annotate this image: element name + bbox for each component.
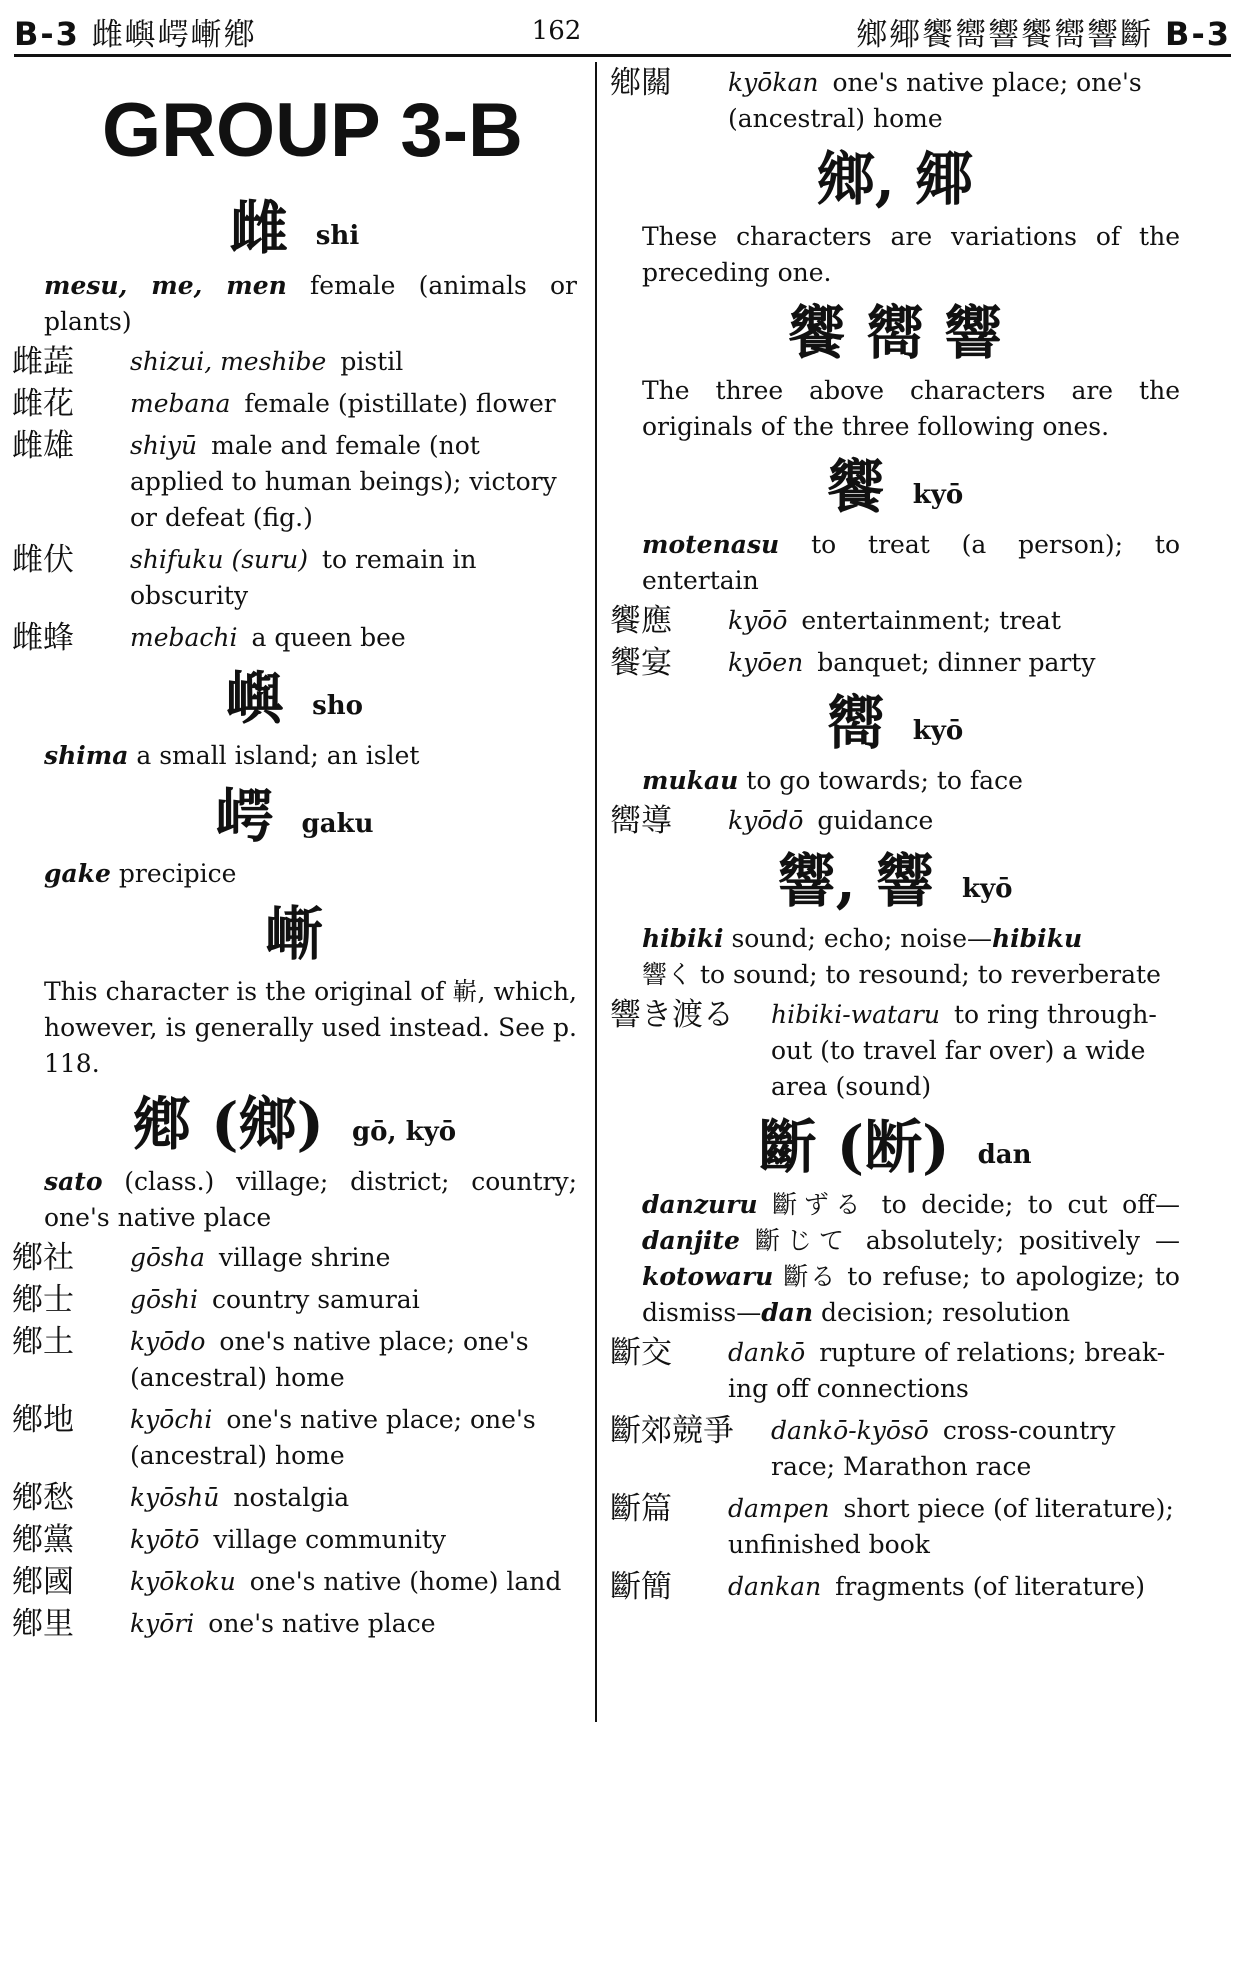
group-title: GROUP 3-B <box>102 88 523 173</box>
compound-romaji: kyōri <box>130 1609 195 1638</box>
page-number: 162 <box>531 16 582 46</box>
headword-char: 嶼 <box>226 664 285 732</box>
character-note: The three above characters are the originals of the three following ones. <box>642 376 1180 441</box>
compound-meaning: nostalgia <box>233 1483 350 1512</box>
headword-char: 鄕 (鄉) <box>132 1090 324 1158</box>
headword-char: 響, 響 <box>777 847 934 915</box>
gloss: to go towards; to face <box>746 766 1023 795</box>
compound-meaning: pistil <box>340 347 404 376</box>
headword-shi <box>12 192 577 264</box>
kun-reading: hibiki <box>642 924 724 953</box>
compound-entry <box>12 620 577 656</box>
inline-kanji: 響く <box>642 960 693 989</box>
compound-kanji: 雌蜂 <box>12 620 74 656</box>
compound-entry <box>12 1522 577 1558</box>
compound-kanji: 雌伏 <box>12 542 74 578</box>
definition <box>610 1187 1180 1331</box>
headword-char: 饗 <box>826 453 885 521</box>
section-tag-left: B-3 <box>14 14 80 53</box>
compound-meaning: fragments (of literature) <box>835 1572 1146 1601</box>
inline-definition <box>642 957 1180 993</box>
compound-romaji: mebachi <box>130 623 238 652</box>
compound-romaji: gōsha <box>130 1243 205 1272</box>
compound-romaji: dankō <box>728 1338 806 1367</box>
headword-dan <box>610 1111 1180 1183</box>
compound-meaning: one's native place <box>208 1609 436 1638</box>
compound-romaji: kyōtō <box>130 1525 200 1554</box>
compound-kanji: 鄕國 <box>12 1564 74 1600</box>
compound-entry <box>610 65 1180 137</box>
definition <box>12 268 577 340</box>
compound-meaning: rupture of relations; break-ing off connections <box>728 1338 1166 1403</box>
inline-kanji: 斷ずる <box>772 1190 867 1219</box>
header-right <box>856 9 1231 54</box>
compound-romaji: kyōkan <box>728 68 819 97</box>
compound-kanji: 嚮導 <box>610 803 672 839</box>
headword-char: 斷 (断) <box>758 1113 950 1181</box>
definition <box>12 856 577 892</box>
inline-gloss: to sound; to resound; to reverberate <box>699 960 1161 989</box>
compound-entry <box>610 1335 1180 1407</box>
kun-reading: kotowaru <box>642 1262 774 1291</box>
compound-entry <box>12 1402 577 1474</box>
compound-entry <box>12 1324 577 1396</box>
character-note: These characters are variations of the preceding one. <box>642 222 1180 287</box>
compound-romaji: kyōdo <box>130 1327 206 1356</box>
compound-entry <box>12 1564 577 1600</box>
inline-kanji: 斷る <box>783 1262 838 1291</box>
compound-kanji: 饗應 <box>610 603 672 639</box>
compound-meaning: male and female (not applied to human beings); victory or defeat (fig.) <box>130 431 557 532</box>
kun-reading-2: hibiku <box>991 924 1083 953</box>
compound-entry <box>610 997 1180 1105</box>
compound-entry <box>610 803 1180 839</box>
compound-entry <box>12 542 577 614</box>
kun-reading: mukau <box>642 766 739 795</box>
compound-entry <box>12 386 577 422</box>
headword-reading: kyō <box>912 716 964 746</box>
compound-entry <box>12 1282 577 1318</box>
compound-romaji: kyōen <box>728 648 804 677</box>
compound-meaning: a queen bee <box>251 623 406 652</box>
headword-kyo-treat <box>610 451 1180 523</box>
headword-originals <box>610 297 1180 369</box>
compound-kanji: 雌蕋 <box>12 344 74 380</box>
gloss: (class.) village; district; country; one's native place <box>44 1167 577 1232</box>
gloss: precipice <box>118 859 237 888</box>
header-left-chars: 雌嶼崿嶃鄕 <box>91 16 257 53</box>
compound-kanji: 饗宴 <box>610 645 672 681</box>
compound-meaning: village community <box>213 1525 447 1554</box>
compound-meaning: country samurai <box>211 1285 420 1314</box>
compound-meaning: one's native (home) land <box>249 1567 562 1596</box>
gloss: to refuse; to apologize; to dismiss— <box>642 1262 1180 1327</box>
headword-char: 嚮 <box>826 689 885 757</box>
gloss: female (animals or plants) <box>44 271 577 336</box>
compound-meaning: female (pistillate) flower <box>244 389 556 418</box>
compound-kanji: 鄕關 <box>610 65 672 101</box>
kun-reading: sato <box>44 1167 103 1196</box>
headword-gaku <box>12 780 577 852</box>
compound-kanji: 鄕里 <box>12 1606 74 1642</box>
compound-entry <box>610 1413 1180 1485</box>
header-right-chars: 鄉鄊饗嚮響饗嚮響斷 <box>856 16 1154 53</box>
compound-entry <box>12 344 577 380</box>
compound-meaning: one's native place; one's (ancestral) home <box>728 68 1142 133</box>
compound-meaning: one's native place; one's (ancestral) home <box>130 1327 529 1392</box>
headword-sho <box>12 662 577 734</box>
compound-kanji: 鄕黨 <box>12 1522 74 1558</box>
headword-reading: shi <box>315 221 360 251</box>
headword-char: 崿 <box>215 782 274 850</box>
compound-kanji: 雌花 <box>12 386 74 422</box>
compound-kanji: 斷篇 <box>610 1491 672 1527</box>
compound-entry <box>12 1240 577 1276</box>
compound-meaning: one's native place; one's (ancestral) home <box>130 1405 536 1470</box>
section-tag-right: B-3 <box>1165 14 1231 53</box>
compound-entry <box>12 1606 577 1642</box>
gloss: a small island; an islet <box>136 741 420 770</box>
compound-romaji: gōshi <box>130 1285 198 1314</box>
compound-meaning: entertainment; treat <box>801 606 1061 635</box>
gloss: to decide; to cut off— <box>881 1190 1180 1219</box>
headword-char: 雌 <box>229 194 288 262</box>
headword-char: 嶃 <box>265 900 324 968</box>
compound-kanji: 斷郊競爭 <box>610 1413 734 1449</box>
compound-romaji: kyōō <box>728 606 788 635</box>
compound-kanji: 鄕愁 <box>12 1480 74 1516</box>
column-divider <box>595 62 597 1722</box>
inline-kanji: 斷じて <box>754 1226 851 1255</box>
compound-meaning: banquet; dinner party <box>817 648 1096 677</box>
right-column <box>610 62 1180 1611</box>
kun-reading: danzuru <box>642 1190 758 1219</box>
headword-reading: dan <box>977 1140 1032 1170</box>
kun-reading: shima <box>44 741 129 770</box>
headword-reading: gō, kyō <box>351 1117 457 1147</box>
headword-kyo-face <box>610 687 1180 759</box>
compound-meaning: to remain in obscurity <box>130 545 477 610</box>
compound-romaji: hibiki-wataru <box>771 1000 940 1029</box>
definition <box>12 1164 577 1236</box>
gloss: decision; resolution <box>821 1298 1071 1327</box>
compound-list <box>12 344 577 656</box>
gloss: absolutely; positively — <box>865 1226 1180 1255</box>
compound-list <box>12 1240 577 1642</box>
headword-zan <box>12 898 577 970</box>
kun-reading: gake <box>44 859 111 888</box>
headword-reading: kyō <box>961 874 1013 904</box>
headword-go <box>12 1088 577 1160</box>
headword-reading: sho <box>312 691 363 721</box>
compound-meaning: cross-country race; Marathon race <box>771 1416 1116 1481</box>
headword-kyo-sound <box>610 845 1180 917</box>
compound-romaji: kyōshū <box>130 1483 220 1512</box>
compound-entry <box>12 428 577 536</box>
headword-reading: kyō <box>912 480 964 510</box>
gloss: to treat (a person); to entertain <box>642 530 1180 595</box>
kun-reading: mesu, me, men <box>44 271 287 300</box>
headword-reading: gaku <box>301 809 374 839</box>
compound-entry <box>12 1480 577 1516</box>
compound-romaji: kyōchi <box>130 1405 213 1434</box>
left-column <box>12 62 577 1648</box>
compound-kanji: 鄕社 <box>12 1240 74 1276</box>
compound-entry <box>610 645 1180 681</box>
definition <box>610 763 1180 799</box>
compound-kanji: 斷交 <box>610 1335 672 1371</box>
compound-meaning: guidance <box>817 806 934 835</box>
compound-kanji: 響き渡る <box>610 997 734 1033</box>
compound-entry <box>610 1491 1180 1563</box>
compound-meaning: to ring through-out (to travel far over) a wide area (sound) <box>771 1000 1157 1101</box>
header-left <box>14 9 257 54</box>
compound-romaji: dankan <box>728 1572 822 1601</box>
kun-reading: danjite <box>642 1226 740 1255</box>
compound-meaning: short piece (of literature); unfinished book <box>728 1494 1174 1559</box>
compound-meaning: village shrine <box>218 1243 391 1272</box>
running-header <box>14 8 1231 57</box>
kun-reading: dan <box>761 1298 814 1327</box>
compound-romaji: shiyū <box>130 431 198 460</box>
compound-romaji: kyōkoku <box>130 1567 236 1596</box>
compound-romaji: shizui, meshibe <box>130 347 327 376</box>
definition <box>610 527 1180 599</box>
compound-romaji: kyōdō <box>728 806 804 835</box>
compound-kanji: 鄕士 <box>12 1282 74 1318</box>
compound-romaji: mebana <box>130 389 231 418</box>
compound-entry <box>610 603 1180 639</box>
headword-variants <box>610 143 1180 215</box>
compound-romaji: dankō-kyōsō <box>771 1416 929 1445</box>
character-note: This character is the original of 嶄, which, however, is generally used instead. See p. 118. <box>44 977 577 1078</box>
definition <box>12 738 577 774</box>
compound-romaji: shifuku (suru) <box>130 545 308 574</box>
kun-reading: motenasu <box>642 530 780 559</box>
compound-romaji: dampen <box>728 1494 830 1523</box>
compound-kanji: 雌雄 <box>12 428 74 464</box>
compound-kanji: 鄕土 <box>12 1324 74 1360</box>
headword-char: 鄉, 鄊 <box>816 145 974 213</box>
compound-entry <box>610 1569 1180 1605</box>
compound-kanji: 斷簡 <box>610 1569 672 1605</box>
gloss: sound; echo; noise— <box>731 924 992 953</box>
definition <box>610 921 1180 993</box>
headword-char: 饗 嚮 響 <box>787 299 1003 367</box>
compound-kanji: 鄕地 <box>12 1402 74 1438</box>
